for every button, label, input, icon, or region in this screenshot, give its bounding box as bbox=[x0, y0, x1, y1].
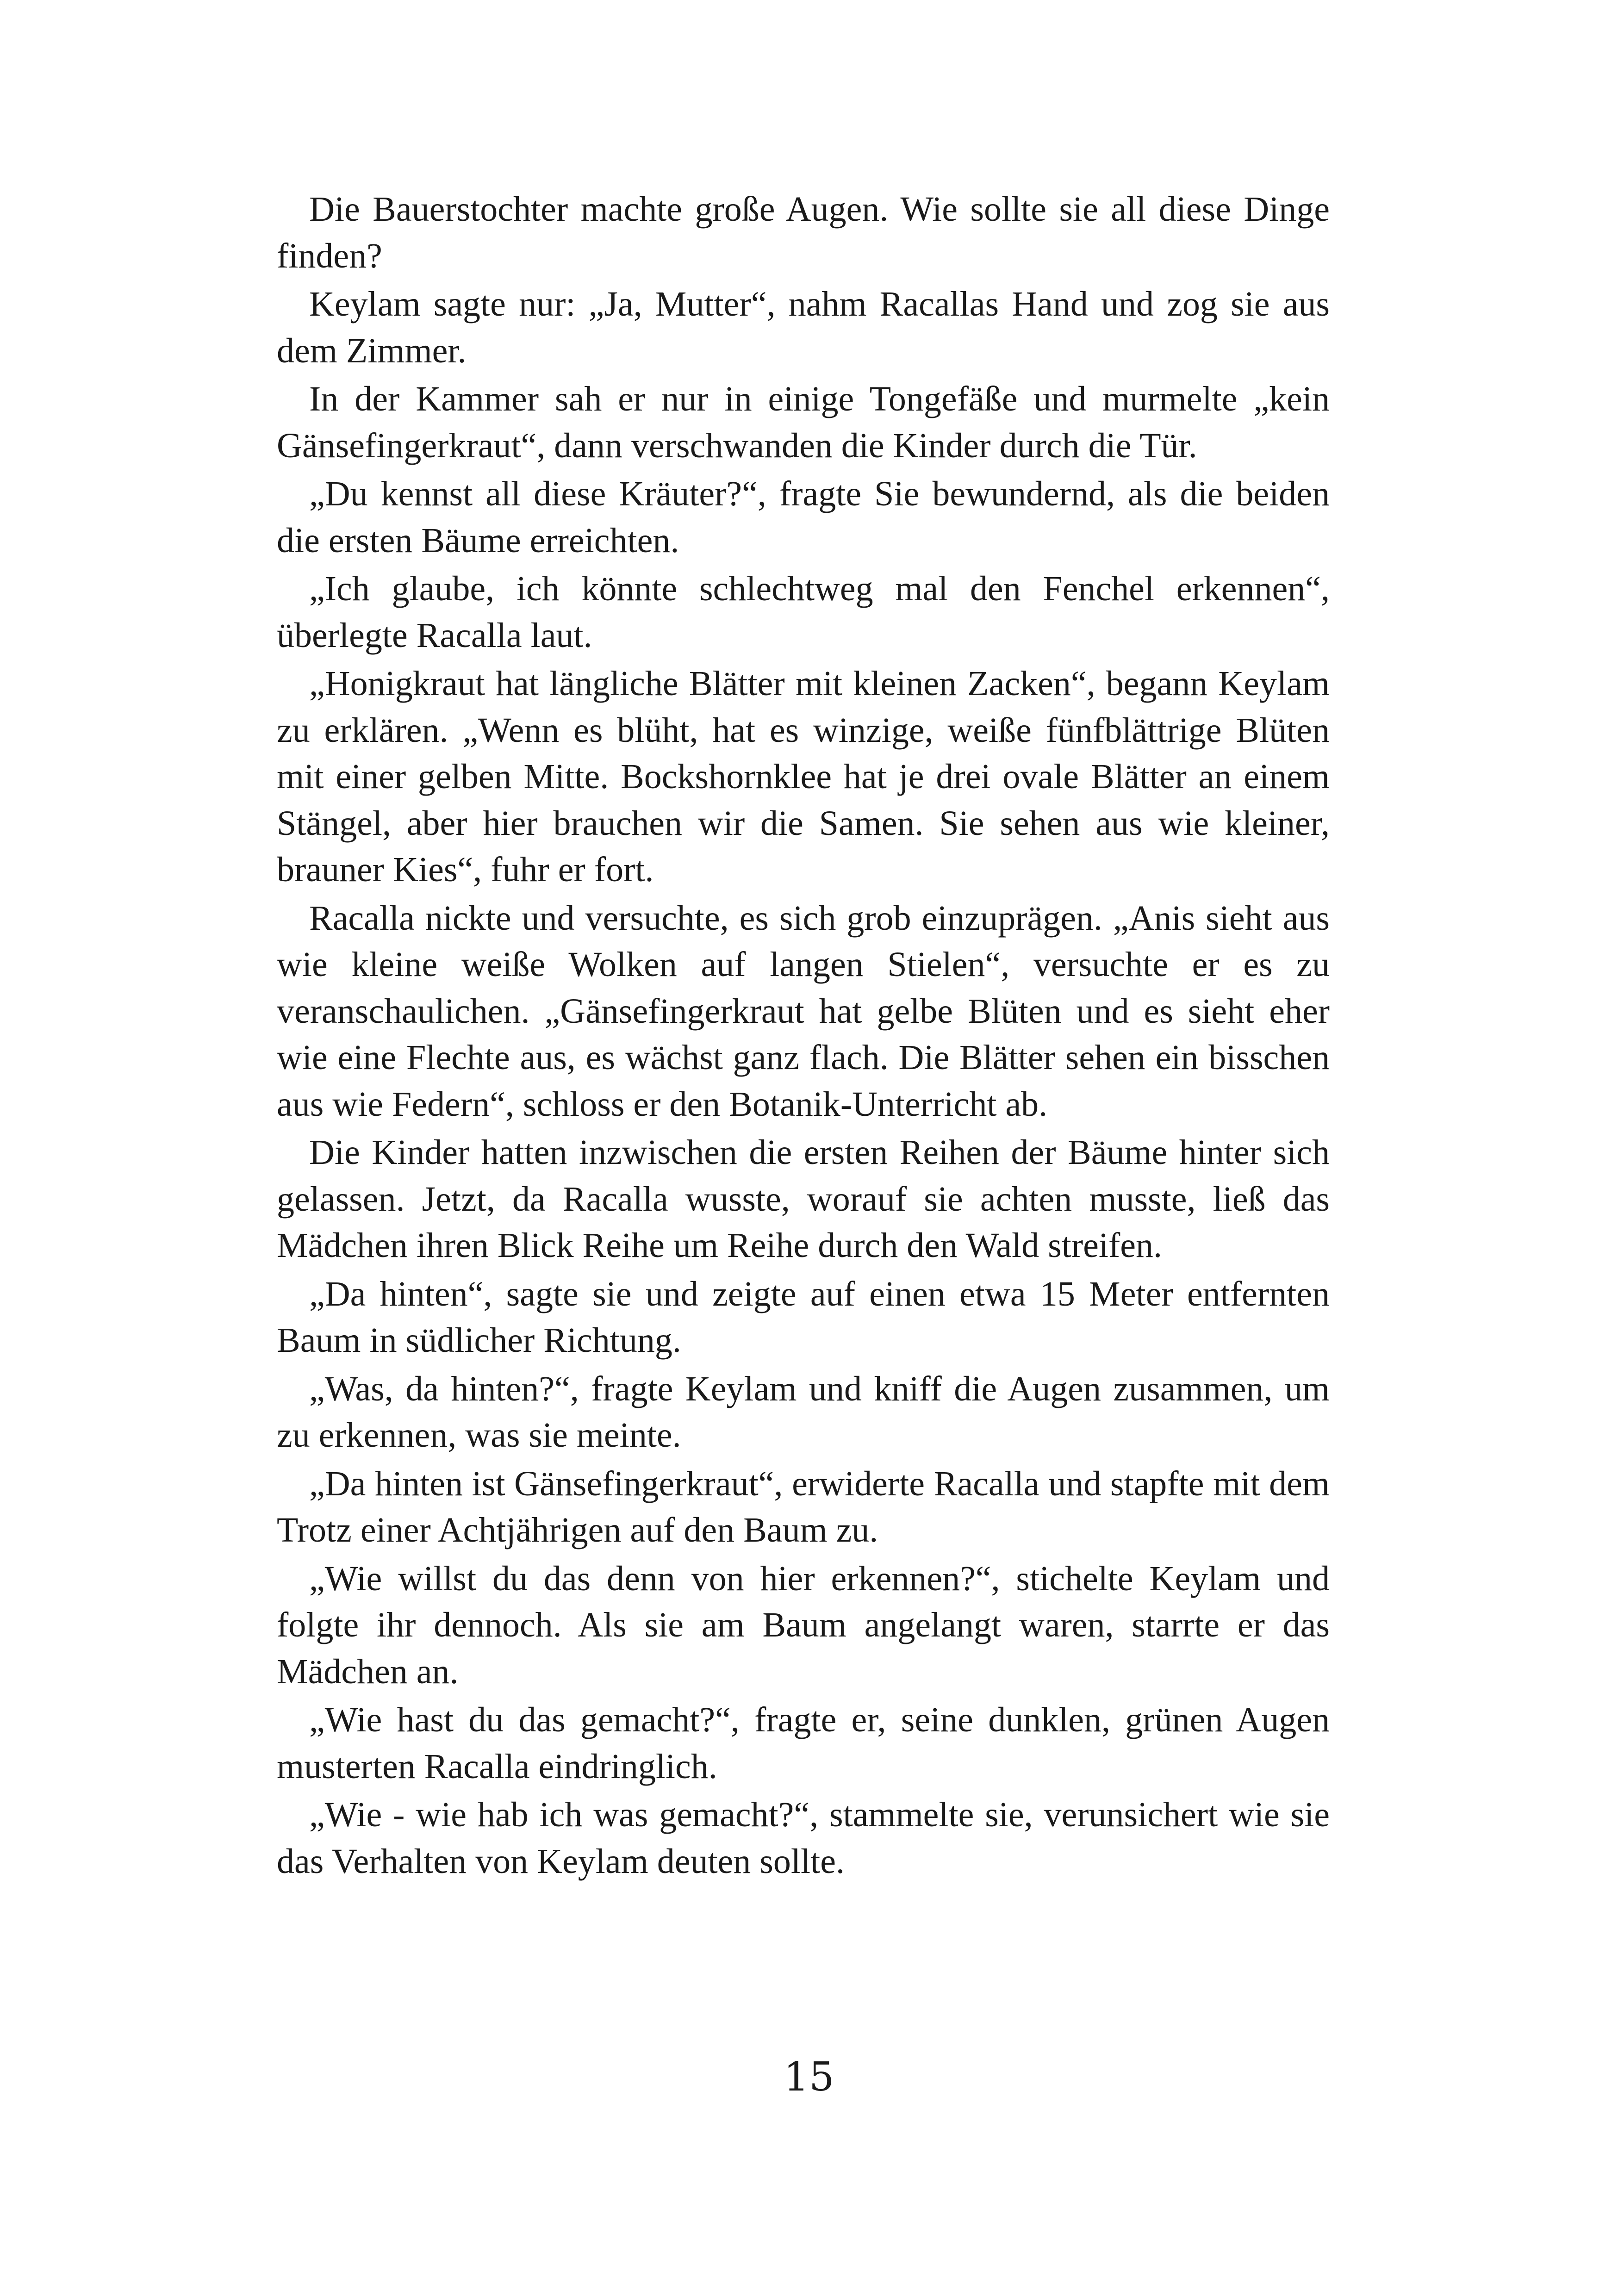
paragraph: Racalla nickte und versuchte, es sich grob einzuprägen. „Anis sieht aus wie kleine weiße Wolken auf langen Stielen“, versuchte er es zu veranschaulichen. „Gänsefingerkraut hat gelbe Blüten und es sieht eher wie eine Flechte aus, es wächst ganz flach. Die Blätter sehen ein bisschen aus wie Federn“, schloss er den Botanik-Unterricht ab. bbox=[277, 898, 1330, 1124]
paragraph: „Ich glaube, ich könnte schlechtweg mal den Fenchel erkennen“, überlegte Racalla laut. bbox=[277, 569, 1330, 655]
paragraph: „Wie - wie hab ich was gemacht?“, stammelte sie, verunsichert wie sie das Verhalten von Keylam deuten sollte. bbox=[277, 1795, 1330, 1881]
paragraph: „Honigkraut hat längliche Blätter mit kleinen Zacken“, begann Keylam zu erklären. „Wenn es blüht, hat es winzige, weiße fünfblättrige Blüten mit einer gelben Mitte. Bockshornklee hat je drei ovale Blätter an einem Stängel, aber hier brauchen wir die Samen. Sie sehen aus wie kleiner, brauner Kies“, fuhr er fort. bbox=[277, 664, 1330, 889]
paragraph: „Wie willst du das denn von hier erkennen?“, stichelte Keylam und folgte ihr dennoch. Als sie am Baum angelangt waren, starrte er das Mädchen an. bbox=[277, 1559, 1330, 1691]
paragraph: In der Kammer sah er nur in einige Tongefäße und murmelte „kein Gänsefingerkraut“, dann verschwanden die Kinder durch die Tür. bbox=[277, 380, 1330, 465]
paragraph: „Du kennst all diese Kräuter?“, fragte Sie bewundernd, als die beiden die ersten Bäume erreichten. bbox=[277, 474, 1330, 560]
paragraph: „Da hinten ist Gänsefingerkraut“, erwiderte Racalla und stapfte mit dem Trotz einer Achtjährigen auf den Baum zu. bbox=[277, 1464, 1330, 1549]
paragraph: Keylam sagte nur: „Ja, Mutter“, nahm Racallas Hand und zog sie aus dem Zimmer. bbox=[277, 285, 1330, 370]
paragraph: Die Kinder hatten inzwischen die ersten Reihen der Bäume hinter sich gelassen. Jetzt, da Racalla wusste, worauf sie achten musste, ließ das Mädchen ihren Blick Reihe um Reihe durch den Wald streifen. bbox=[277, 1133, 1330, 1265]
paragraph: „Da hinten“, sagte sie und zeigte auf einen etwa 15 Meter entfernten Baum in südlicher Richtung. bbox=[277, 1274, 1330, 1360]
body-text bbox=[277, 186, 1330, 1886]
paragraph: Die Bauerstochter machte große Augen. Wie sollte sie all diese Dinge finden? bbox=[277, 190, 1330, 275]
paragraph: „Was, da hinten?“, fragte Keylam und kniff die Augen zusammen, um zu erkennen, was sie meinte. bbox=[277, 1369, 1330, 1455]
paragraph: „Wie hast du das gemacht?“, fragte er, seine dunklen, grünen Augen musterten Racalla eindringlich. bbox=[277, 1700, 1330, 1786]
page-number: 15 bbox=[784, 2054, 834, 2100]
